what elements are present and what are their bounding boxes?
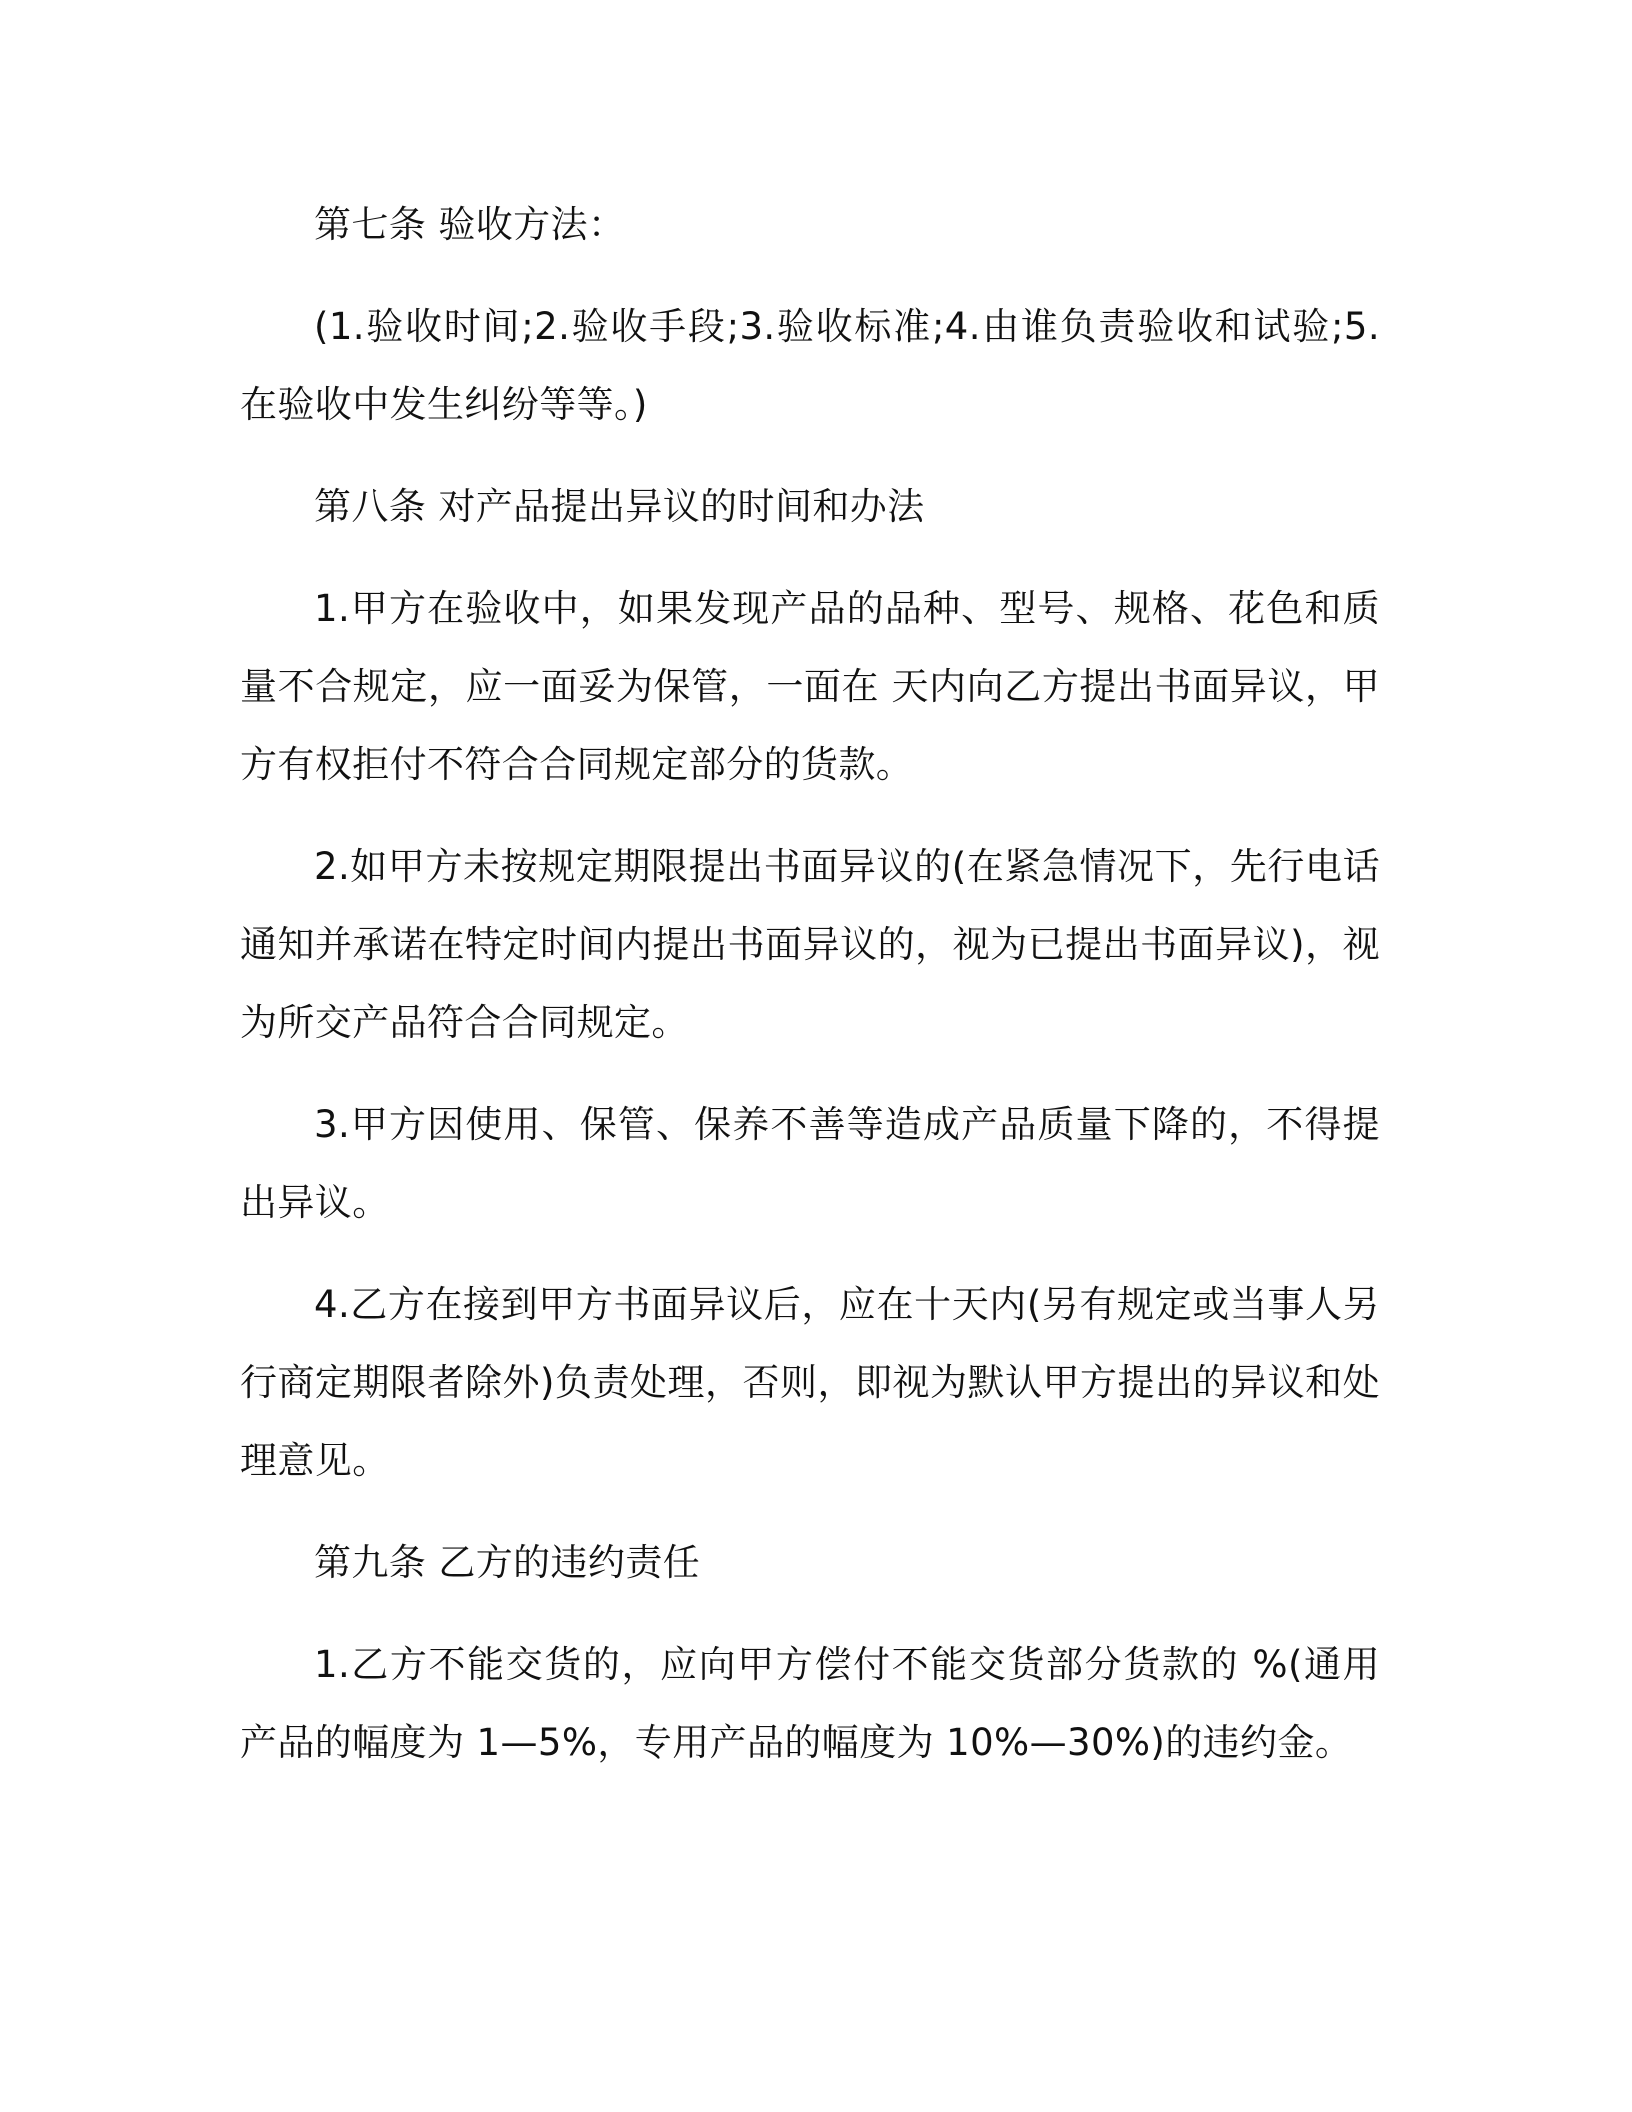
article-8-clause-1: 1.甲方在验收中，如果发现产品的品种、型号、规格、花色和质量不合规定，应一面妥为保管，一面在 天内向乙方提出书面异议，甲方有权拒付不符合合同规定部分的货款。 [240, 587, 1380, 786]
article-7-details: (1.验收时间;2.验收手段;3.验收标准;4.由谁负责验收和试验;5.在验收中发生纠纷等等。) [240, 305, 1380, 426]
document-body [240, 186, 1380, 1806]
article-9-clause-1: 1.乙方不能交货的，应向甲方偿付不能交货部分货款的 %(通用产品的幅度为 1—5%，专用产品的幅度为 10%—30%)的违约金。 [240, 1643, 1380, 1764]
article-8-heading: 第八条 对产品提出异议的时间和办法 [314, 485, 925, 528]
article-9-heading: 第九条 乙方的违约责任 [314, 1541, 701, 1584]
article-7-heading: 第七条 验收方法： [314, 203, 626, 246]
article-8-clause-4: 4.乙方在接到甲方书面异议后，应在十天内(另有规定或当事人另行商定期限者除外)负责处理，否则，即视为默认甲方提出的异议和处理意见。 [240, 1283, 1380, 1482]
article-8-clause-3: 3.甲方因使用、保管、保养不善等造成产品质量下降的，不得提出异议。 [240, 1103, 1380, 1224]
article-8-clause-2: 2.如甲方未按规定期限提出书面异议的(在紧急情况下，先行电话通知并承诺在特定时间内提出书面异议的，视为已提出书面异议)，视为所交产品符合合同规定。 [240, 845, 1380, 1044]
